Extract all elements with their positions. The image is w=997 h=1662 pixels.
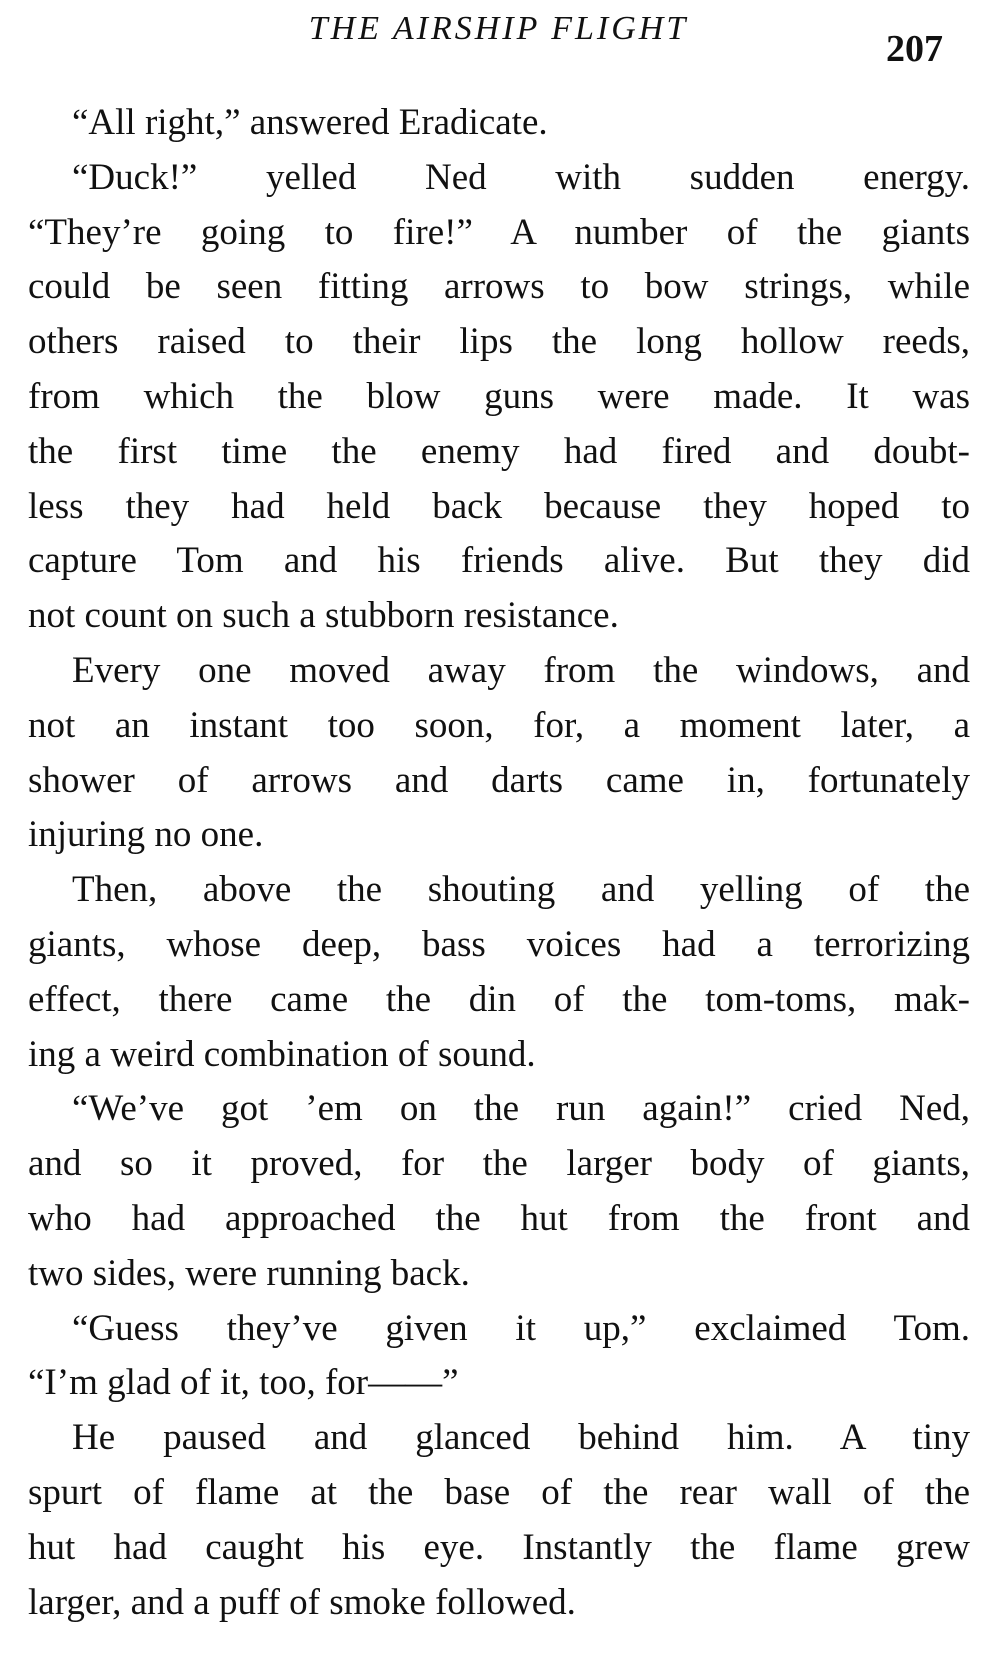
paragraph [28, 96, 970, 151]
text-line: effect, there came the din of the tom-toms, mak- [28, 978, 970, 1020]
text-line: hut had caught his eye. Instantly the flame grew [28, 1526, 970, 1568]
text-line: “Duck!” yelled Ned with sudden energy. [72, 156, 970, 198]
text-line: “We’ve got ’em on the run again!” cried Ned, [72, 1088, 970, 1130]
text-line: ing a weird combination of sound. [28, 1033, 536, 1075]
text-line: injuring no one. [28, 814, 264, 856]
body-text [28, 96, 970, 1630]
paragraph [28, 1411, 970, 1630]
text-line: shower of arrows and darts came in, fortunately [28, 759, 970, 801]
text-line: He paused and glanced behind him. A tiny [72, 1417, 970, 1459]
text-line: not an instant too soon, for, a moment later, a [28, 704, 970, 746]
text-line: who had approached the hut from the front and [28, 1197, 970, 1239]
text-line: giants, whose deep, bass voices had a terrorizing [28, 923, 970, 965]
page-number: 207 [886, 28, 943, 70]
paragraph [28, 644, 970, 863]
paragraph [28, 1082, 970, 1301]
text-line: larger, and a puff of smoke followed. [28, 1581, 576, 1623]
text-line: “Guess they’ve given it up,” exclaimed Tom. [72, 1307, 970, 1349]
text-line: Every one moved away from the windows, and [72, 649, 970, 691]
text-line: “I’m glad of it, too, for——” [28, 1362, 459, 1404]
text-line: the first time the enemy had fired and doubt- [28, 430, 970, 472]
text-line: others raised to their lips the long hollow reeds, [28, 321, 970, 363]
text-line: capture Tom and his friends alive. But they did [28, 540, 970, 582]
paragraph [28, 1302, 970, 1412]
paragraph [28, 863, 970, 1082]
text-line: less they had held back because they hoped to [28, 485, 970, 527]
text-line: and so it proved, for the larger body of giants, [28, 1143, 970, 1185]
text-line: spurt of flame at the base of the rear wall of the [28, 1471, 970, 1513]
text-line: Then, above the shouting and yelling of the [72, 869, 970, 911]
paragraph [28, 151, 970, 644]
text-line: not count on such a stubborn resistance. [28, 595, 619, 637]
text-line: “All right,” answered Eradicate. [72, 102, 548, 143]
running-head-title: THE AIRSHIP FLIGHT [308, 10, 689, 47]
text-line: could be seen fitting arrows to bow strings, while [28, 266, 970, 308]
text-line: “They’re going to fire!” A number of the giants [28, 211, 970, 253]
text-line: from which the blow guns were made. It was [28, 375, 970, 417]
text-line: two sides, were running back. [28, 1252, 470, 1294]
